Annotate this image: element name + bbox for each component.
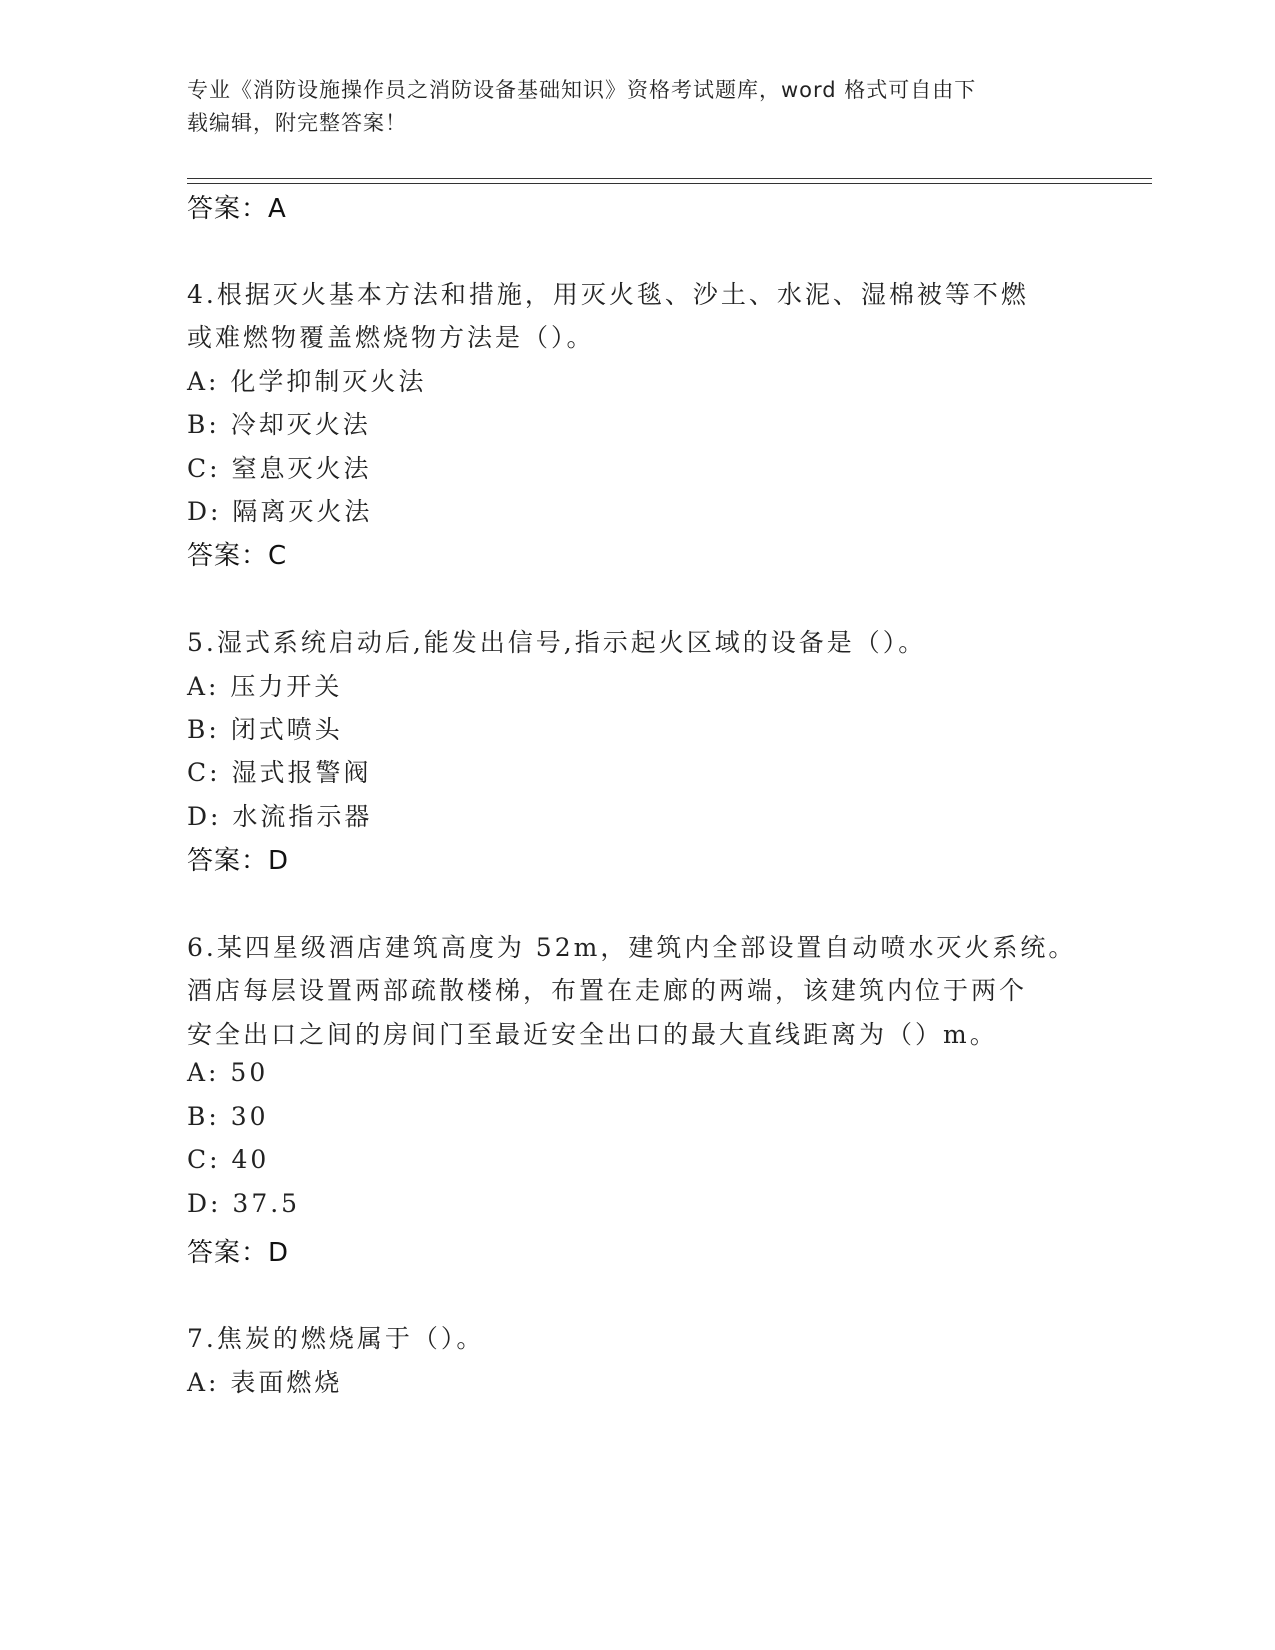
question-7-stem-line-1: 7.焦炭的燃烧属于（）。: [187, 1324, 485, 1353]
question-6-option-a: A: 50: [187, 1058, 269, 1087]
question-5-option-d: D: 水流指示器: [187, 802, 373, 831]
question-6-stem-line-1: 6.某四星级酒店建筑高度为 52m，建筑内全部设置自动喷水灭火系统。: [187, 933, 1077, 962]
question-4-option-d: D: 隔离灭火法: [187, 497, 373, 526]
question-6-option-c: C: 40: [187, 1145, 270, 1174]
header-divider-top: [187, 178, 1152, 179]
question-4-option-b: B: 冷却灭火法: [187, 410, 371, 439]
question-6-stem-line-3: 安全出口之间的房间门至最近安全出口的最大直线距离为（）m。: [187, 1020, 998, 1049]
question-4-option-a: A: 化学抑制灭火法: [187, 367, 427, 396]
question-5-option-a: A: 压力开关: [187, 672, 343, 701]
question-6-stem-line-2: 酒店每层设置两部疏散楼梯，布置在走廊的两端，该建筑内位于两个: [187, 976, 1028, 1005]
question-7-option-a: A: 表面燃烧: [187, 1368, 343, 1397]
question-5-option-b: B: 闭式喷头: [187, 715, 343, 744]
document-header: [187, 74, 1087, 140]
question-6-option-d: D: 37.5: [187, 1189, 301, 1218]
header-line-1: 专业《消防设施操作员之消防设备基础知识》资格考试题库，word 格式可自由下: [187, 78, 977, 102]
question-4-stem-line-2: 或难燃物覆盖燃烧物方法是（）。: [187, 323, 595, 352]
question-5-stem-line-1: 5.湿式系统启动后,能发出信号,指示起火区域的设备是（）。: [187, 628, 927, 657]
question-4-stem-line-1: 4.根据灭火基本方法和措施，用灭火毯、沙土、水泥、湿棉被等不燃: [187, 280, 1029, 309]
question-5-answer: 答案：D: [187, 846, 290, 876]
question-6-option-b: B: 30: [187, 1102, 269, 1131]
question-6-answer: 答案：D: [187, 1238, 290, 1268]
question-4-answer: 答案：C: [187, 541, 288, 571]
question-5-option-c: C: 湿式报警阀: [187, 758, 372, 787]
question-4-option-c: C: 窒息灭火法: [187, 454, 372, 483]
header-divider-bottom: [187, 183, 1152, 184]
header-line-2: 载编辑，附完整答案！: [187, 111, 407, 135]
answer-line-prev: 答案：A: [187, 194, 287, 224]
